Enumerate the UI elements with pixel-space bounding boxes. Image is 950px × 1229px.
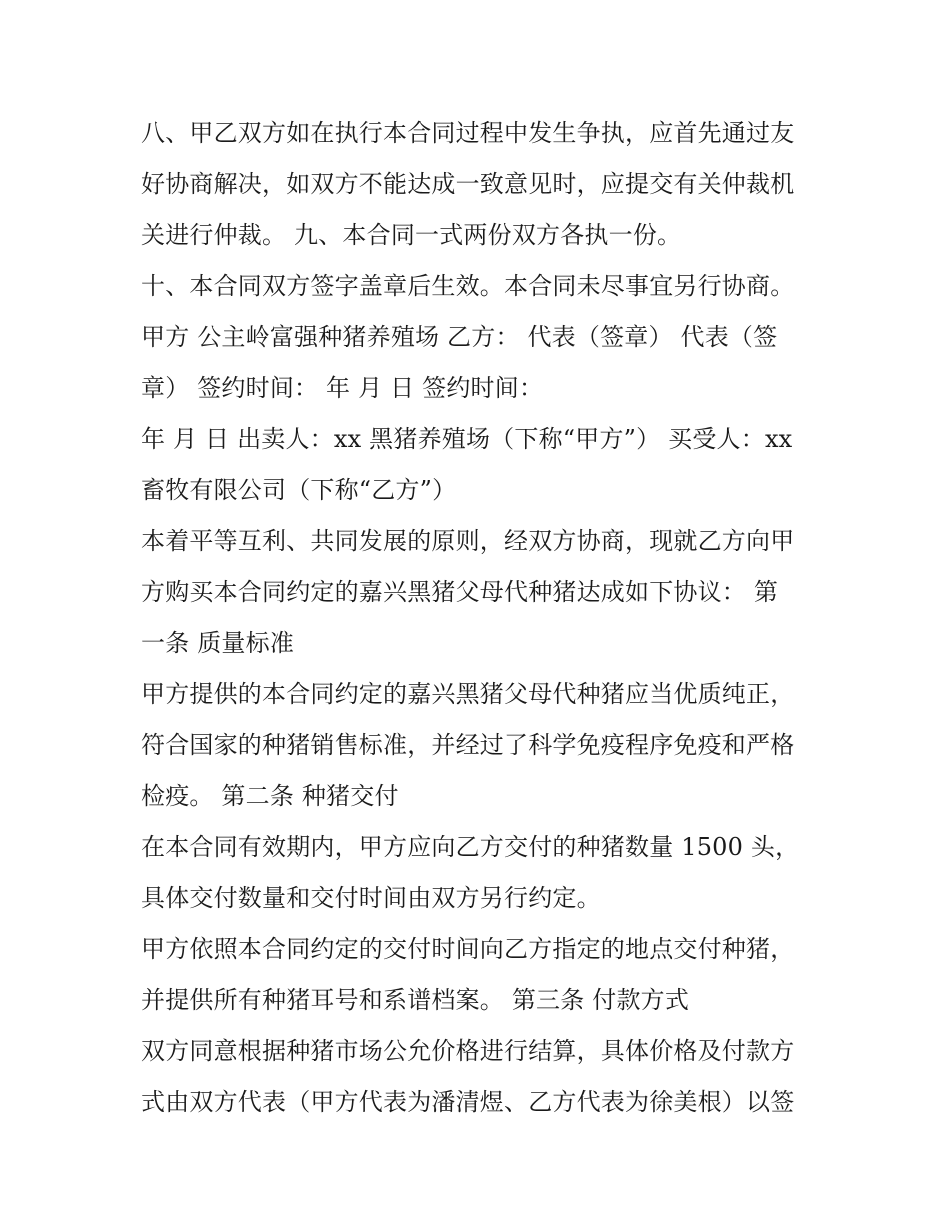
text-line: 好协商解决，如双方不能达成一致意见时，应提交有关仲裁机 [141,170,795,198]
text-line: 在本合同有效期内，甲方应向乙方交付的种猪数量 1500 头， [141,833,800,861]
text-line: 甲方 公主岭富强种猪养殖场 乙方： 代表（签章） 代表（签 [141,323,778,351]
text-line: 甲方依照本合同约定的交付时间向乙方指定的地点交付种猪， [141,935,795,963]
text-line: 检疫。 第二条 种猪交付 [141,782,399,810]
text-line: 甲方提供的本合同约定的嘉兴黑猪父母代种猪应当优质纯正， [141,680,795,708]
text-line: 章） 签约时间： 年 月 日 签约时间： [141,374,544,402]
text-line: 式由双方代表（甲方代表为潘清煜、乙方代表为徐美根）以签 [141,1088,795,1116]
text-line: 畜牧有限公司（下称“乙方”） [141,476,457,504]
text-line: 具体交付数量和交付时间由双方另行约定。 [141,884,601,912]
document-body [141,108,821,1128]
text-line: 十、本合同双方签字盖章后生效。本合同未尽事宜另行协商。 [141,272,795,300]
text-line: 并提供所有种猪耳号和系谱档案。 第三条 付款方式 [141,986,690,1014]
text-line: 一条 质量标准 [141,629,295,657]
text-line: 年 月 日 出卖人：xx 黑猪养殖场（下称“甲方”） 买受人：xx [141,425,793,453]
text-line: 符合国家的种猪销售标准，并经过了科学免疫程序免疫和严格 [141,731,795,759]
text-line: 关进行仲裁。 九、本合同一式两份双方各执一份。 [141,221,682,249]
text-line: 双方同意根据种猪市场公允价格进行结算，具体价格及付款方 [141,1037,795,1065]
text-line: 本着平等互利、共同发展的原则，经双方协商，现就乙方向甲 [141,527,795,555]
text-line: 方购买本合同约定的嘉兴黑猪父母代种猪达成如下协议： 第 [141,578,779,606]
text-line: 八、甲乙双方如在执行本合同过程中发生争执，应首先通过友 [141,119,795,147]
